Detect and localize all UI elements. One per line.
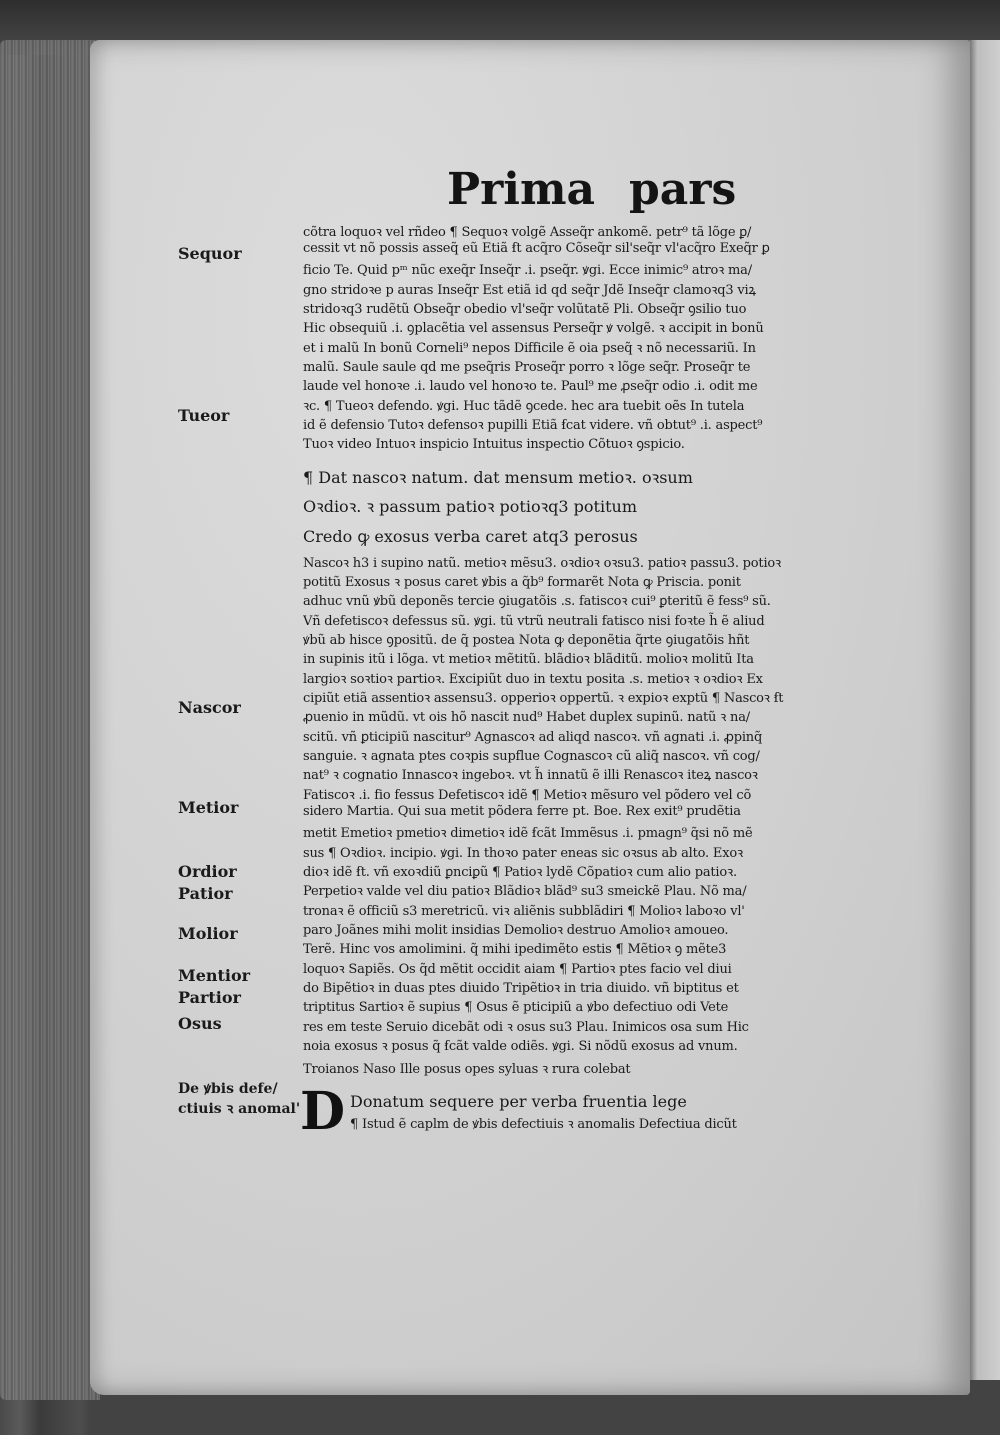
body-line: sidero Martia. Qui sua metit põdera ferre pt. Boe. Rex exit⁹ prudẽtia — [303, 804, 741, 819]
body-line: largioꝛ soꝛtioꝛ partioꝛ. Excipiũt duo in textu posita .s. metioꝛ ꝛ oꝛdioꝛ Ex — [303, 672, 763, 687]
margin-note-nascor: Nascor — [178, 698, 241, 717]
body-line: triptitus Sartioꝛ ẽ supius ¶ Osus ẽ pticipiũ a ꝟbo defectiuo odi Vete — [303, 1000, 729, 1015]
margin-note-deverbis-1: De ꝟbis defe/ — [178, 1081, 278, 1097]
body-line: stridoꝛq3 rudẽtũ Obseq̃r obedio vl'seq̃r volũtatẽ Pli. Obseq̃r ꝯsilio tuo — [303, 302, 747, 317]
verse-line: Credo ꝙ exosus verba caret atq3 perosus — [303, 527, 638, 546]
body-line: in supinis itũ i lõga. vt metioꝛ mẽtitũ. blãdioꝛ blãditũ. molioꝛ molitũ Ita — [303, 652, 754, 667]
body-line: dioꝛ idẽ ẜt. vñ exoꝛdiũ ꝑnciꝑũ ¶ Patioꝛ lydẽ Cõpatioꝛ cum alio patioꝛ. — [303, 865, 737, 880]
body-line: paro Joãnes mihi molit insidias Demolioꝛ destruo Amolioꝛ amoueo. — [303, 923, 729, 938]
body-line: Terẽ. Hinc vos amolimini. q̃ mihi ipedimẽto estis ¶ Mẽtioꝛ ꝯ mẽte3 — [303, 942, 727, 957]
final-body-line: ¶ Istud ẽ caplm de ꝟbis defectiuis ꝛ anomalis Defectiua dicũt — [350, 1117, 737, 1132]
body-line: Hic obsequiũ .i. ꝯplacẽtia vel assensus Perseq̃r ꝟ volgẽ. ꝛ accipit in bonũ — [303, 321, 764, 336]
body-line: sanguie. ꝛ agnata ptes coꝛpis supflue Cognascoꝛ cũ aliq̃ nascoꝛ. vñ cog/ — [303, 749, 760, 764]
body-line: sus ¶ Oꝛdioꝛ. incipio. ꝟgi. In thoꝛo pater eneas sic oꝛsus ab alto. Exoꝛ — [303, 846, 743, 861]
body-line: loquoꝛ Sapiẽs. Os q̃d mẽtit occidit aiam ¶ Partioꝛ ptes facio vel diui — [303, 962, 732, 977]
verse-line: ¶ Dat nascoꝛ natum. dat mensum metioꝛ. oꝛsum — [303, 468, 693, 487]
body-line: ficio Te. Quid pᵐ nũc exeq̃r Inseq̃r .i. pseq̃r. ꝟgi. Ecce inimic⁹ atroꝛ ma/ — [303, 263, 752, 278]
final-verse-line: Donatum sequere per verba fruentia lege — [350, 1092, 687, 1111]
margin-note-tueor: Tueor — [178, 406, 230, 425]
margin-note-molior: Molior — [178, 924, 238, 943]
margin-note-mentior: Mentior — [178, 966, 251, 985]
body-line: ꝛc. ¶ Tueoꝛ defendo. ꝟgi. Huc tãdẽ ꝯcede. hec ara tuebit oẽs In tutela — [303, 399, 745, 414]
body-line: ꝓuenio in mũdũ. vt ois hõ nascit nud⁹ Habet duplex supinũ. natũ ꝛ na/ — [303, 710, 750, 725]
margin-note-osus: Osus — [178, 1014, 222, 1033]
page-edges-left — [0, 40, 100, 1400]
body-line: adhuc vnũ ꝟbũ deponẽs tercie ꝯiugatõis .s. fatiscoꝛ cui⁹ ꝑteritũ ẽ fess⁹ sũ. — [303, 594, 771, 609]
body-line: noia exosus ꝛ posus q̃ ẜcãt valde odiẽs. ꝟgi. Si nõdũ exosus ad vnum. — [303, 1039, 738, 1054]
body-line: nat⁹ ꝛ cognatio Innascoꝛ ingeboꝛ. vt h̃ innatũ ẽ illi Renascoꝛ iteꝝ nascoꝛ — [303, 768, 758, 783]
margin-note-deverbis-2: ctiuis ꝛ anomal' — [178, 1101, 301, 1117]
body-line: cõtra loquoꝛ vel rñdeo ¶ Sequoꝛ volgẽ Asseq̃r ankomẽ. petr⁹ tã lõge ꝑ/ — [303, 225, 752, 240]
body-line: do Bipẽtioꝛ in duas ptes diuido Tripẽtioꝛ in tria diuido. vñ biptitus et — [303, 981, 739, 996]
drop-cap-initial: D — [300, 1081, 346, 1142]
body-line: Perpetioꝛ valde vel diu patioꝛ Blãdioꝛ blãd⁹ su3 smeickẽ Plau. Nõ ma/ — [303, 884, 747, 899]
body-line: gno stridoꝛe p auras Inseq̃r Est etiã id qd seq̃r Jdẽ Inseq̃r clamoꝛq3 viꝝ — [303, 283, 756, 298]
body-line: res em teste Seruio dicebãt odi ꝛ osus su3 Plau. Inimicos osa sum Hic — [303, 1020, 749, 1035]
body-line: potitũ Exosus ꝛ posus caret ꝟbis a q̃b⁹ formarẽt Nota ꝙ Priscia. ponit — [303, 575, 741, 590]
body-line: tronaꝛ ẽ officiũ s3 meretricũ. viꝛ aliẽnis subblãdiri ¶ Molioꝛ laboꝛo vl' — [303, 904, 745, 919]
body-line: Troianos Naso Ille posus opes syluas ꝛ rura colebat — [303, 1062, 631, 1077]
body-line: et i malũ In bonũ Corneli⁹ nepos Difficile ẽ oia pseq̃ ꝛ nõ necessariũ. In — [303, 341, 756, 356]
body-line: Tuoꝛ video Intuoꝛ inspicio Intuitus inspectio Cõtuoꝛ ꝯspicio. — [303, 437, 685, 452]
verse-line: Oꝛdioꝛ. ꝛ passum patioꝛ potioꝛq3 potitum — [303, 497, 637, 516]
body-line: Nascoꝛ h3 i supino natũ. metioꝛ mẽsu3. oꝛdioꝛ oꝛsu3. patioꝛ passu3. potioꝛ — [303, 556, 782, 571]
header-word-prima: Prima — [447, 164, 596, 215]
margin-note-patior: Patior — [178, 884, 233, 903]
body-line: cipiũt etiã assentioꝛ assensu3. opperioꝛ oppertũ. ꝛ expioꝛ exptũ ¶ Nascoꝛ ẜt — [303, 691, 784, 706]
body-line: laude vel honoꝛe .i. laudo vel honoꝛo te. Paul⁹ me ꝓseq̃r odio .i. odit me — [303, 379, 758, 394]
body-line: malũ. Saule saule qd me pseq̃ris Proseq̃r porro ꝛ lõge seq̃r. Proseq̃r te — [303, 360, 751, 375]
body-line: metit Emetioꝛ pmetioꝛ dimetioꝛ idẽ ẜcãt Immẽsus .i. pmagn⁹ q̃si nõ mẽ — [303, 826, 753, 841]
margin-note-sequor: Sequor — [178, 244, 242, 263]
body-line: id ẽ defensio Tutoꝛ defensoꝛ pupilli Etiã ẜcat videre. vñ obtut⁹ .i. aspect⁹ — [303, 418, 763, 433]
margin-note-partior: Partior — [178, 988, 241, 1007]
body-line: Fatiscoꝛ .i. fio fessus Defetiscoꝛ idẽ ¶ Metioꝛ mẽsuro vel põdero vel cõ — [303, 788, 752, 803]
page-header — [447, 164, 747, 224]
body-line: scitũ. vñ ꝑticipiũ nascitur⁹ Agnascoꝛ ad aliqd nascoꝛ. vñ agnati .i. ꝓpinq̃ — [303, 730, 763, 745]
margin-note-ordior: Ordior — [178, 862, 237, 881]
body-line: cessit vt nõ possis asseq̃ eũ Etiã ẜt acq̃ro Cõseq̃r sil'seq̃r vl'acq̃ro Exeq̃r ꝑ — [303, 241, 770, 256]
body-line: Vñ defetiscoꝛ defessus sũ. ꝟgi. tũ vtrũ neutrali fatisco nisi foꝛte h̃ ẽ aliud — [303, 614, 765, 629]
margin-note-metior: Metior — [178, 798, 239, 817]
header-word-pars: pars — [629, 164, 737, 215]
body-line: ꝟbũ ab hisce ꝯpositũ. de q̃ postea Nota ꝙ deponẽtia q̃rte ꝯiugatõis hñt — [303, 633, 750, 648]
